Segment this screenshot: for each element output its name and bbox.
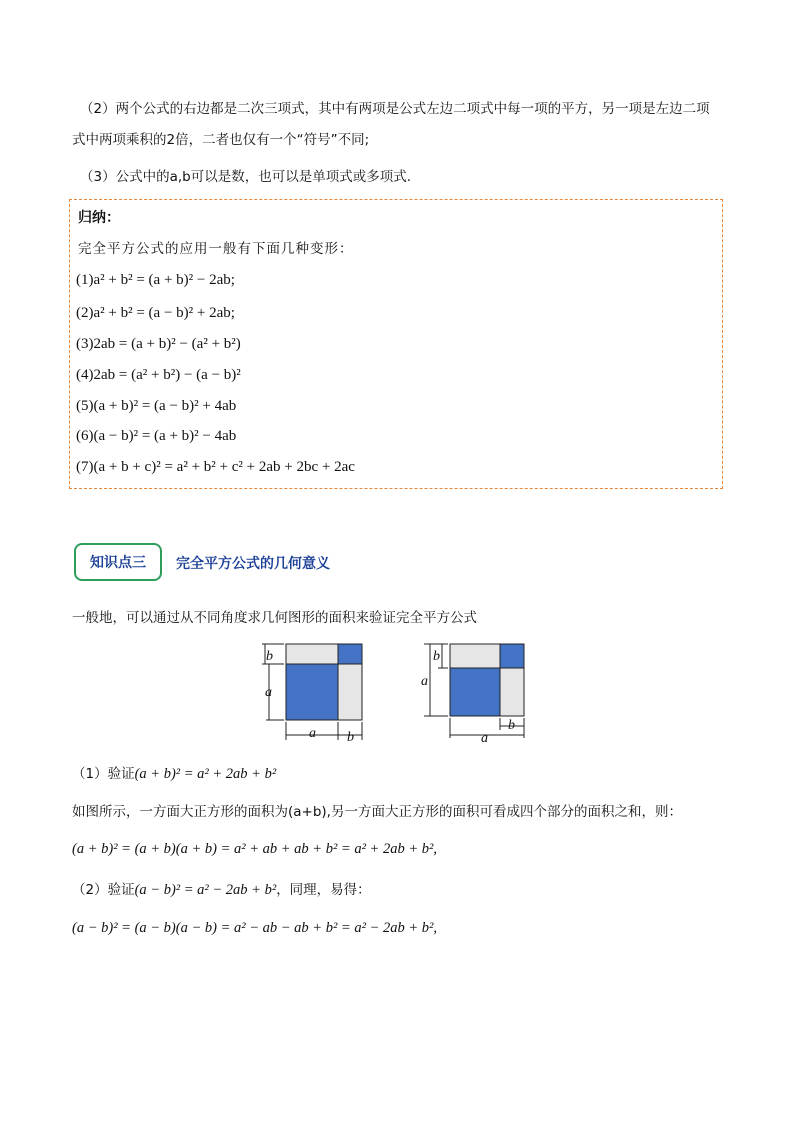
section-badge-label: 知识点三 [90,555,146,571]
fig1-right-rect [338,664,362,720]
proof-2-heading-prefix: （2）验证 [72,882,135,898]
figure-a-plus-b-square [256,638,376,748]
paragraph-3: （3）公式中的a,b可以是数，也可以是单项式或多项式. [80,169,412,185]
fig2-label-a-bottom: a [481,731,488,746]
fig2-corner-square [500,644,524,668]
proof-1-heading [72,764,276,784]
intro-line: 一般地，可以通过从不同角度求几何图形的面积来验证完全平方公式 [72,610,477,626]
proof-2-heading-formula: (a − b)² = a² − 2ab + b² [134,882,277,898]
section-title: 完全平方公式的几何意义 [176,556,330,572]
paragraph-2-line-1: （2）两个公式的右边都是二次三项式，其中有两项是公式左边二项式中每一项的平方，另一项是左边二项 [80,101,710,117]
proof-1-heading-prefix: （1）验证 [72,766,135,782]
fig1-large-square [286,664,338,720]
formula-1: (1)a² + b² = (a + b)² − 2ab; [76,272,235,288]
fig1-label-a-left: a [265,685,272,700]
formula-3: (3)2ab = (a + b)² − (a² + b²) [76,336,241,352]
fig2-top-rect [450,644,500,668]
formula-2: (2)a² + b² = (a − b)² + 2ab; [76,305,235,321]
section-badge [74,543,162,581]
formula-4: (4)2ab = (a² + b²) − (a − b)² [76,367,241,383]
fig2-right-rect [500,668,524,716]
fig1-top-rect [286,644,338,664]
proof-1-heading-formula: (a + b)² = a² + 2ab + b² [134,766,277,782]
paragraph-2-line-2: 式中两项乘积的2倍，二者也仅有一个“符号”不同; [72,132,370,148]
fig2-label-b-left: b [433,649,440,664]
proof-1-derivation: (a + b)² = (a + b)(a + b) = a² + ab + ab + b² = a² + 2ab + b², [72,841,437,857]
proof-2-heading-suffix: ，同理，易得： [276,882,371,898]
summary-box [69,199,723,489]
fig2-label-b-bottom: b [508,718,515,733]
fig1-small-square [338,644,362,664]
fig2-inner-square [450,668,500,716]
figure-a-minus-b-square [416,638,536,748]
fig1-label-b-bottom: b [347,730,354,745]
fig2-label-a-left: a [421,674,428,689]
fig1-label-b-left: b [266,649,273,664]
formula-6: (6)(a − b)² = (a + b)² − 4ab [76,428,237,444]
fig1-label-a-bottom: a [309,726,316,741]
proof-2-derivation: (a − b)² = (a − b)(a − b) = a² − ab − ab + b² = a² − 2ab + b², [72,920,437,936]
proof-2-heading [72,880,371,900]
summary-intro: 完全平方公式的应用一般有下面几种变形： [78,241,354,257]
formula-7: (7)(a + b + c)² = a² + b² + c² + 2ab + 2bc + 2ac [76,459,355,475]
proof-1-explain: 如图所示，一方面大正方形的面积为(a+b),另一方面大正方形的面积可看成四个部分的面积之和，则： [72,804,682,820]
formula-5: (5)(a + b)² = (a − b)² + 4ab [76,398,237,414]
summary-title: 归纳： [78,210,120,226]
